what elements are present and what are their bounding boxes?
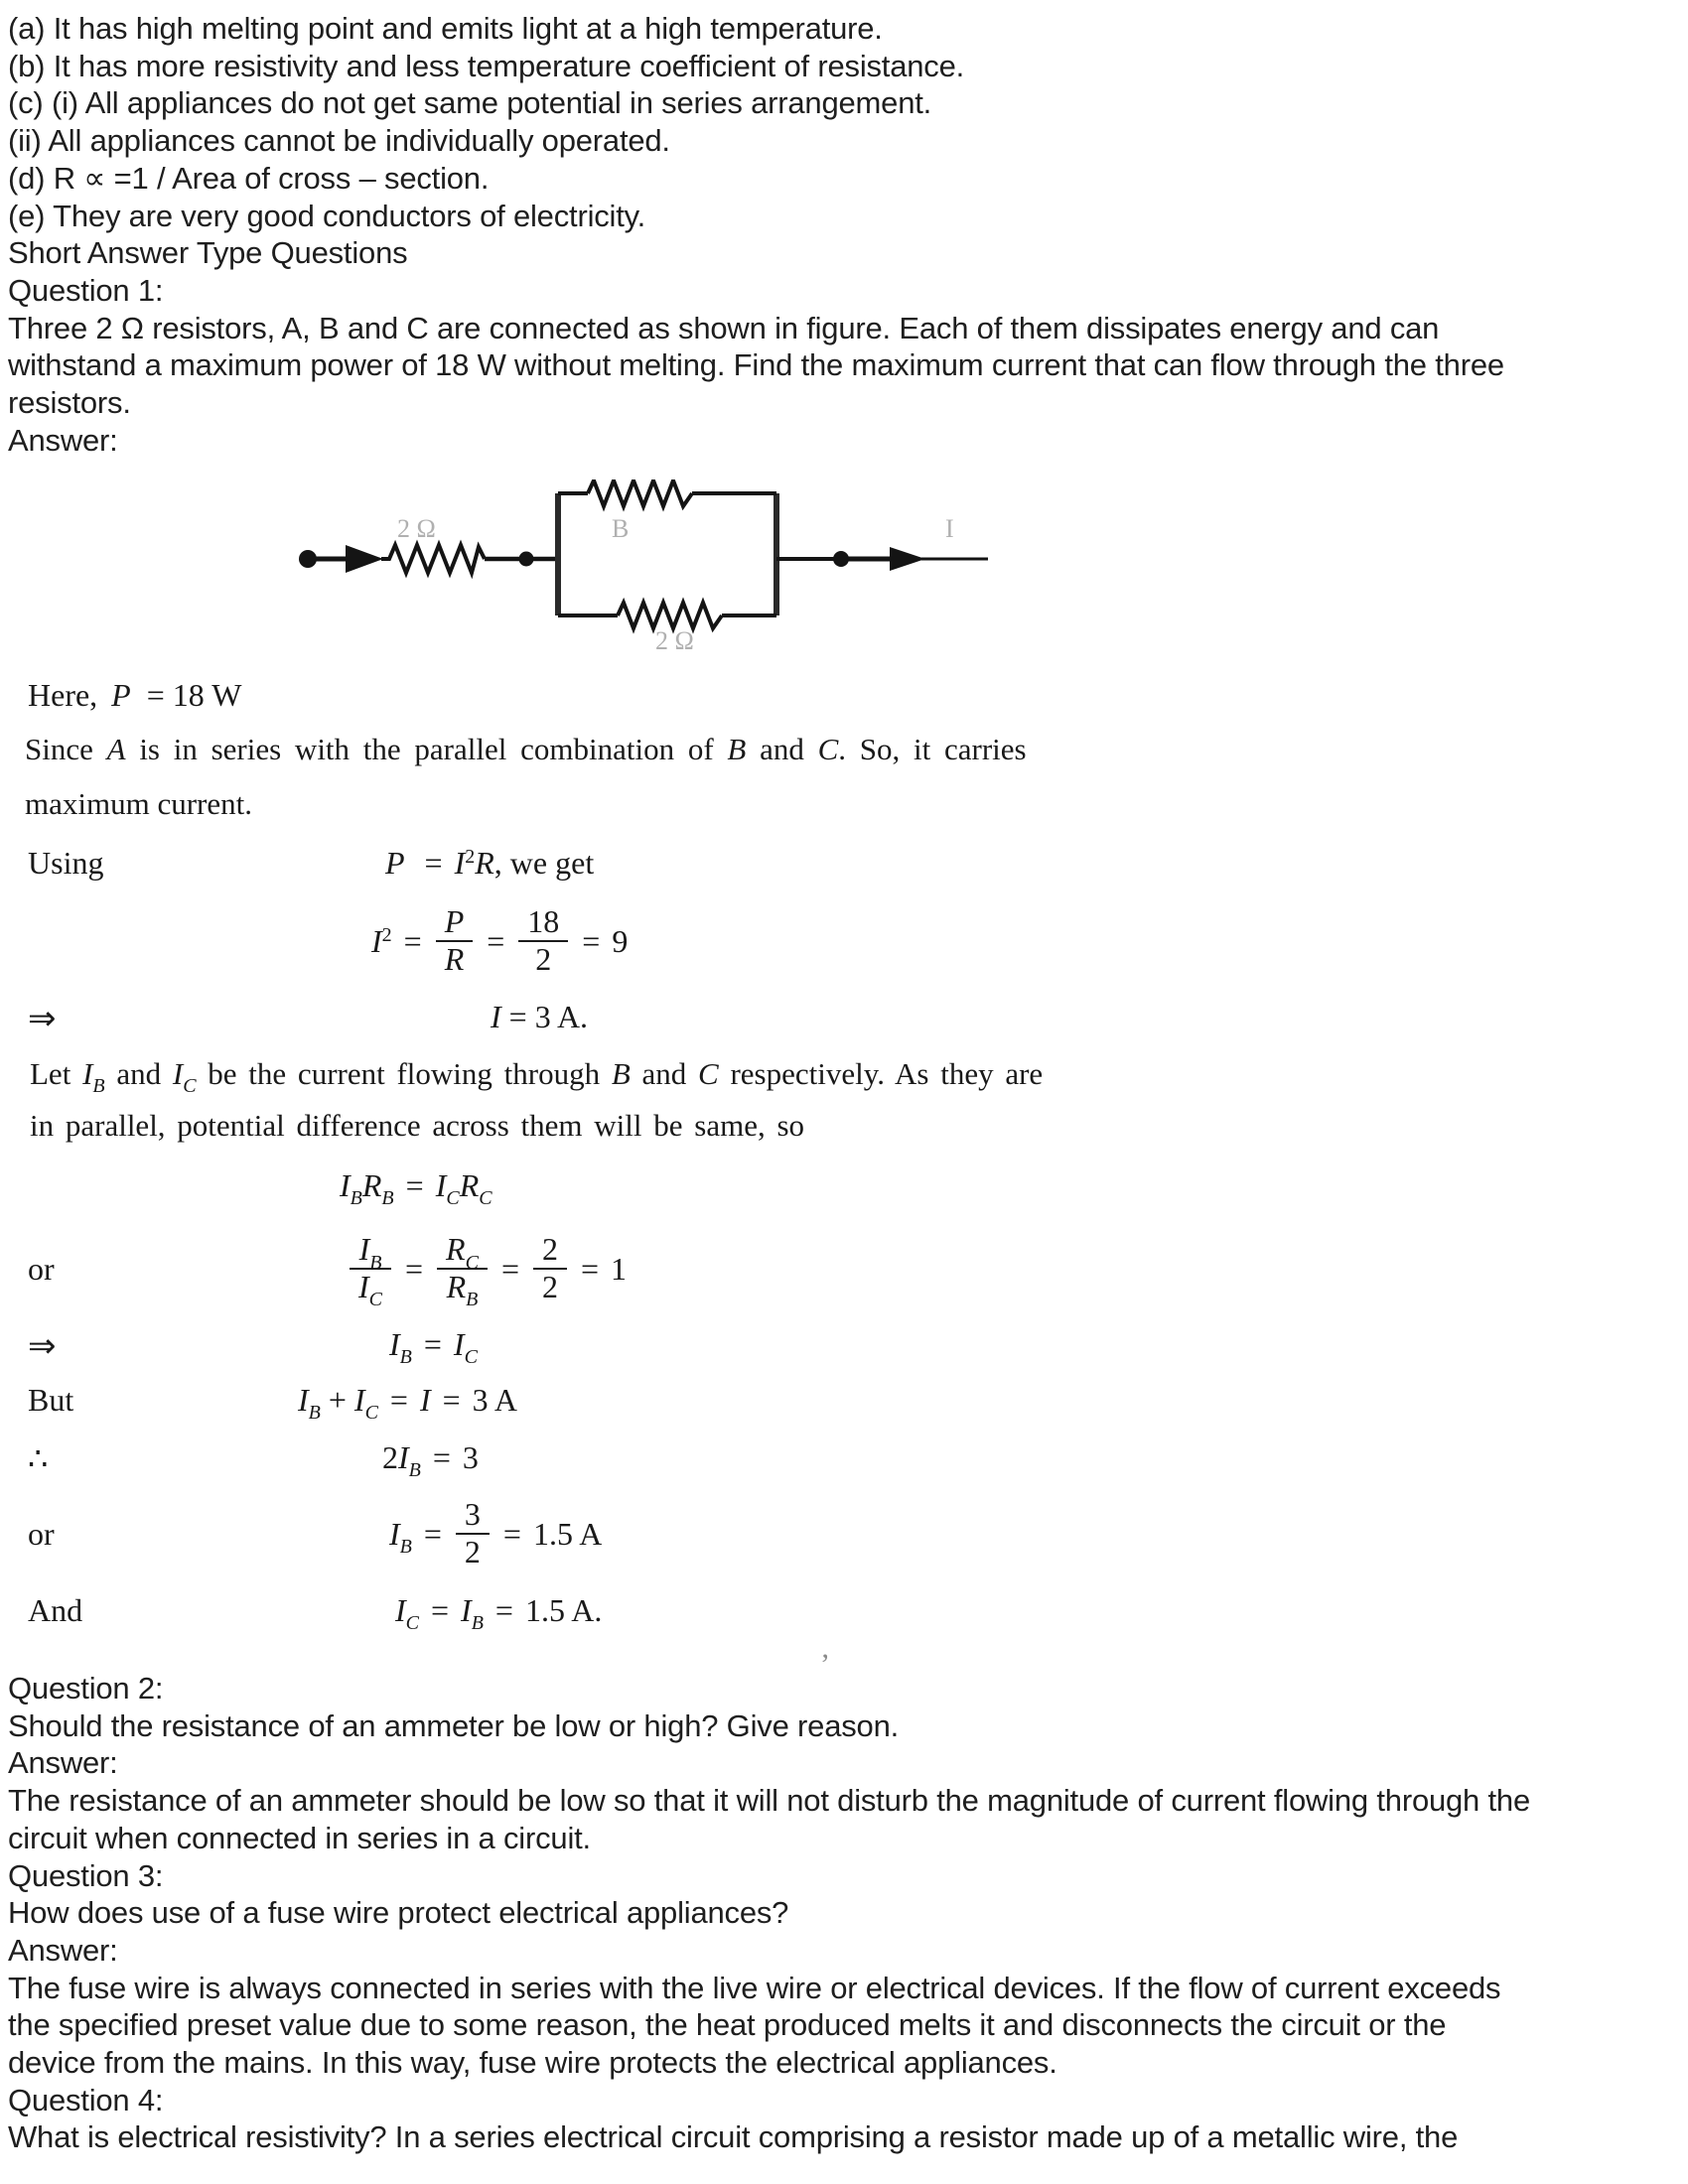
resistor-a-zigzag	[381, 545, 485, 573]
var-I: I	[353, 1382, 365, 1418]
fraction-2-over-2	[533, 1232, 567, 1304]
result-3: 3	[462, 1439, 479, 1475]
var-I: I	[435, 1167, 447, 1203]
answer-3-line-1: The fuse wire is always connected in series with the live wire or electrical devices. If the flow of current exceeds	[8, 1970, 1501, 2005]
question-3-heading: Question 3:	[8, 1857, 164, 1893]
fraction-P-over-R	[436, 904, 474, 977]
answer-line-a: (a) It has high melting point and emits light at a high temperature.	[8, 11, 883, 46]
var-R: R	[446, 1231, 466, 1268]
solution-let-line-2: in parallel, potential difference across them will be same, so	[30, 1108, 805, 1143]
let-text: Let	[30, 1056, 83, 1091]
answer-line-b: (b) It has more resistivity and less temperature coefficient of resistance.	[8, 48, 965, 83]
var-R: R	[446, 1269, 467, 1304]
var-B: B	[611, 1056, 631, 1091]
section-heading: Short Answer Type Questions	[8, 235, 408, 271]
equation-ic-value	[0, 1592, 1688, 1635]
result-3A: 3 A	[472, 1382, 518, 1418]
resistor-c-zigzag	[618, 603, 722, 628]
var-I: I	[389, 1326, 400, 1362]
equals-sign: =	[432, 1439, 451, 1475]
let-text: be the current flowing through	[196, 1056, 612, 1091]
resistor-a-value-label: 2 Ω	[397, 514, 436, 543]
equation-ib-value	[0, 1484, 1688, 1583]
var-I: I	[358, 1231, 370, 1268]
current-arrow-out	[890, 547, 925, 571]
equation-ohm-balance	[0, 1167, 1688, 1210]
equation-label-using: Using	[28, 845, 104, 881]
subscript-C: C	[446, 1187, 460, 1210]
answer-line-d: (d) R ∝ =1 / Area of cross – section.	[8, 160, 490, 196]
equals-sign: =	[487, 922, 505, 959]
subscript-B: B	[408, 1459, 421, 1482]
junction-dot-left	[519, 552, 534, 567]
subscript-B: B	[466, 1289, 479, 1311]
here-value: = 18 W	[146, 677, 242, 713]
var-I: I	[419, 1382, 431, 1418]
var-C: C	[817, 732, 839, 766]
var-I: I	[398, 1439, 409, 1475]
question-1-heading: Question 1:	[8, 272, 164, 308]
var-A: A	[106, 732, 126, 766]
equals-sign: =	[502, 1515, 521, 1552]
denominator-R: R	[436, 940, 474, 978]
equation-label-and: And	[28, 1592, 83, 1628]
answer-label: Answer:	[8, 1932, 118, 1968]
equals-sign: =	[424, 845, 443, 881]
solution-line-here	[28, 677, 241, 714]
var-P: P	[385, 845, 405, 881]
result-1: 1	[611, 1250, 628, 1287]
fraction-IB-over-IC	[350, 1231, 391, 1311]
solution-since-line-1	[25, 732, 1027, 767]
subscript-B: B	[92, 1075, 105, 1098]
equals-sign: =	[403, 922, 422, 959]
subscript-B: B	[350, 1187, 362, 1210]
solution-let-line-1	[30, 1056, 1044, 1098]
subscript-C: C	[368, 1289, 382, 1311]
numerator-2: 2	[541, 1231, 558, 1268]
question-1-text-line-3: resistors.	[8, 385, 131, 421]
subscript-C: C	[405, 1612, 419, 1635]
implies-arrow: ⇒	[28, 1328, 57, 1365]
subscript-C: C	[183, 1075, 197, 1098]
answer-line-e: (e) They are very good conductors of electricity.	[8, 198, 646, 233]
answer-label: Answer:	[8, 1745, 118, 1781]
equation-value: = 3 A.	[508, 999, 589, 1034]
equals-sign: =	[405, 1250, 424, 1287]
numerator-3: 3	[464, 1496, 481, 1533]
resistor-b-label: B	[612, 514, 630, 543]
equals-sign: =	[431, 1592, 450, 1628]
here-text: Here,	[28, 677, 98, 713]
denominator-2: 2	[518, 940, 568, 978]
var-R: R	[361, 1167, 382, 1203]
let-text: and	[630, 1056, 699, 1091]
question-1-text-line-2: withstand a maximum power of 18 W without melting. Find the maximum current that can flow through the three	[8, 347, 1504, 383]
var-P: P	[111, 677, 131, 713]
stray-mark: ’	[820, 1648, 830, 1681]
var-I: I	[82, 1056, 93, 1091]
superscript-2: 2	[381, 923, 392, 946]
equals-sign: =	[442, 1382, 461, 1418]
equation-current	[0, 999, 1688, 1035]
subscript-B: B	[381, 1187, 394, 1210]
equation-label-or: or	[28, 1516, 55, 1552]
answer-3-line-3: device from the mains. In this way, fuse wire protects the electrical appliances.	[8, 2045, 1057, 2081]
equation-current-ratio	[0, 1219, 1688, 1318]
equation-label-but: But	[28, 1382, 74, 1418]
let-text: and	[104, 1056, 173, 1091]
plus-sign: +	[328, 1382, 347, 1418]
question-1-text-line-1: Three 2 Ω resistors, A, B and C are connected as shown in figure. Each of them dissipates energy and can	[8, 310, 1440, 345]
equals-sign: =	[423, 1515, 442, 1552]
subscript-C: C	[479, 1187, 492, 1210]
question-3-text: How does use of a fuse wire protect electrical appliances?	[8, 1895, 789, 1931]
equation-current-sum	[0, 1382, 1688, 1425]
var-I: I	[491, 999, 501, 1034]
result-1-5A: 1.5 A	[532, 1515, 603, 1552]
since-text: is in series with the parallel combination of	[125, 732, 728, 766]
equation-using	[0, 845, 1688, 882]
equals-sign: =	[500, 1250, 519, 1287]
equation-ib-equals-ic	[0, 1326, 1688, 1369]
var-I: I	[389, 1515, 400, 1552]
resistor-b-zigzag	[588, 480, 692, 506]
subscript-C: C	[465, 1251, 479, 1274]
circuit-diagram	[298, 479, 993, 663]
equation-label-or: or	[28, 1251, 55, 1287]
therefore-symbol: ∴	[28, 1440, 49, 1476]
subscript-B: B	[369, 1251, 382, 1274]
var-I: I	[454, 845, 466, 881]
answer-3-line-2: the specified preset value due to some reason, the heat produced melts it and disconnects the circuit or the	[8, 2007, 1447, 2043]
fraction-3-over-2	[456, 1497, 490, 1570]
equals-sign: =	[580, 1250, 600, 1287]
questions-2-4-block	[8, 1670, 1530, 2156]
var-R: R	[459, 1167, 480, 1203]
var-I: I	[461, 1592, 472, 1628]
var-I: I	[371, 922, 382, 959]
subscript-C: C	[464, 1346, 478, 1369]
current-arrow-in	[346, 545, 383, 573]
answer-line-c: (c) (i) All appliances do not get same potential in series arrangement.	[8, 85, 932, 121]
question-2-heading: Question 2:	[8, 1671, 164, 1706]
var-C: C	[698, 1056, 719, 1091]
since-text: . So, it carries	[838, 732, 1027, 766]
var-I: I	[358, 1269, 369, 1304]
numerator-P: P	[444, 903, 465, 940]
equation-twice-ib	[0, 1439, 1688, 1482]
var-I: I	[395, 1592, 406, 1628]
since-text: and	[746, 732, 818, 766]
denominator-2: 2	[456, 1533, 490, 1570]
subscript-B: B	[471, 1612, 484, 1635]
var-I: I	[172, 1056, 184, 1091]
subscript-B: B	[308, 1402, 321, 1425]
question-4-text: What is electrical resistivity? In a series electrical circuit comprising a resistor made up of a metallic wire, the	[8, 2119, 1459, 2155]
coefficient-2: 2	[382, 1439, 398, 1475]
result-1-5A-final: 1.5 A.	[524, 1592, 603, 1628]
var-I: I	[298, 1382, 309, 1418]
equals-sign: =	[405, 1167, 424, 1203]
answer-2-line-1: The resistance of an ammeter should be low so that it will not disturb the magnitude of current flowing through the	[8, 1783, 1531, 1819]
intro-answers-block	[8, 10, 1504, 459]
denominator-2: 2	[533, 1268, 567, 1305]
result-9: 9	[612, 922, 629, 959]
var-B: B	[727, 732, 747, 766]
numerator-18: 18	[527, 903, 560, 940]
question-4-heading: Question 4:	[8, 2082, 164, 2117]
superscript-2: 2	[465, 846, 476, 868]
answer-line-c2: (ii) All appliances cannot be individually operated.	[8, 123, 670, 159]
let-text: respectively. As they are	[718, 1056, 1044, 1091]
var-I: I	[453, 1326, 465, 1362]
equals-sign: =	[582, 922, 601, 959]
implies-arrow: ⇒	[28, 1001, 57, 1037]
resistor-c-value-label: 2 Ω	[655, 626, 694, 655]
equals-sign: =	[494, 1592, 513, 1628]
current-label: I	[945, 514, 954, 543]
since-text: Since	[25, 732, 107, 766]
fraction-18-over-2	[518, 904, 568, 977]
equals-sign: =	[389, 1382, 408, 1418]
question-2-text: Should the resistance of an ammeter be low or high? Give reason.	[8, 1707, 900, 1743]
subscript-B: B	[399, 1535, 412, 1558]
answer-2-line-2: circuit when connected in series in a circuit.	[8, 1820, 591, 1855]
equation-i-squared	[0, 889, 1688, 993]
equals-sign: =	[423, 1326, 442, 1362]
fraction-RC-over-RB	[437, 1231, 488, 1311]
var-I: I	[340, 1167, 351, 1203]
answer-label: Answer:	[8, 422, 118, 458]
equation-tail-text: , we get	[493, 845, 595, 881]
var-R: R	[475, 845, 494, 881]
subscript-C: C	[364, 1402, 378, 1425]
solution-since-line-2: maximum current.	[25, 786, 252, 821]
subscript-B: B	[399, 1346, 412, 1369]
